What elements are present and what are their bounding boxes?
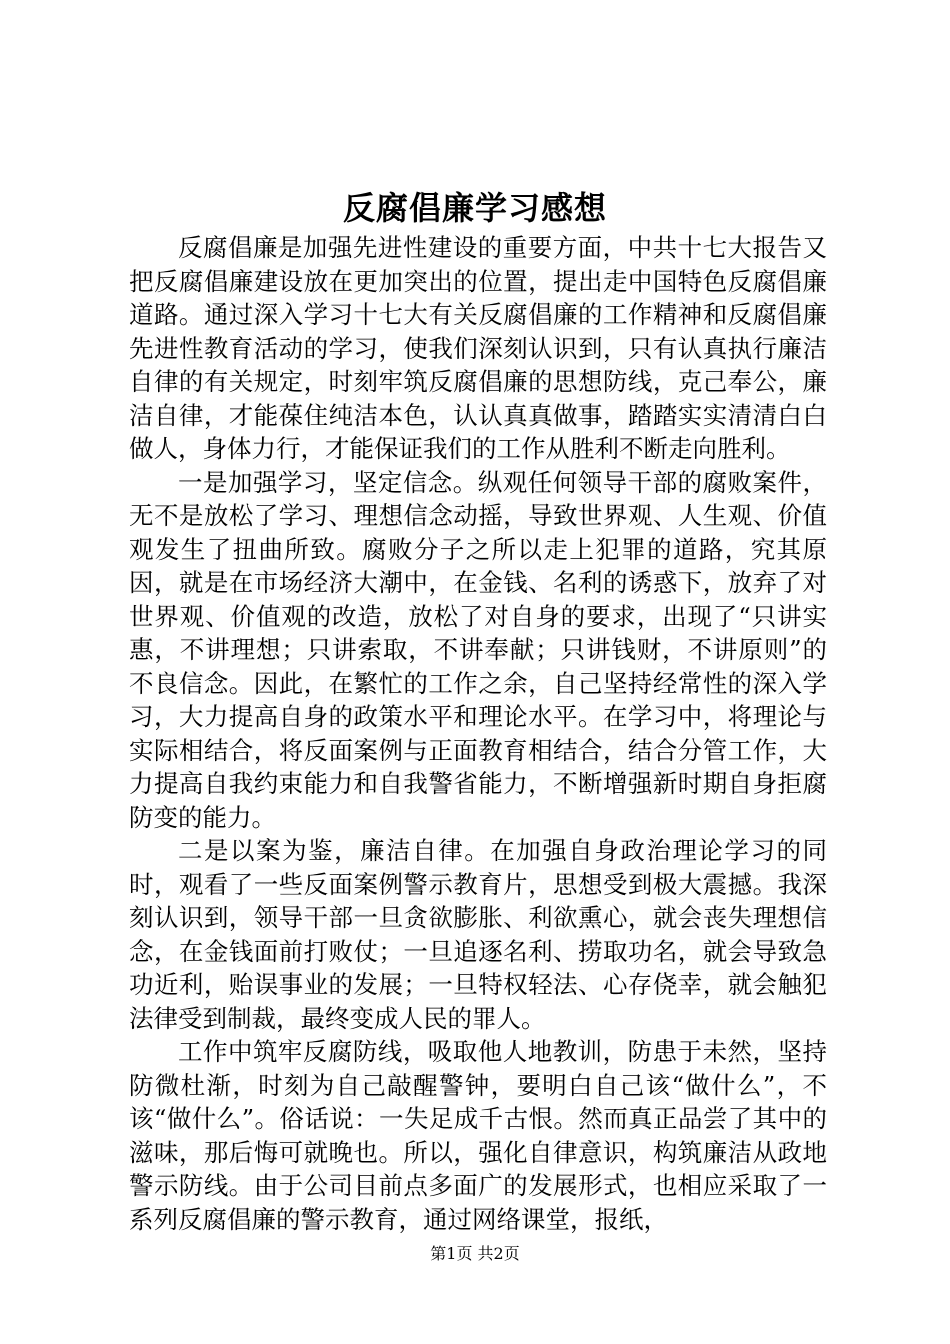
paragraph-2: 一是加强学习，坚定信念。纵观任何领导干部的腐败案件，无不是放松了学习、理想信念动摇，导致世界观、人生观、价值观发生了扭曲所致。腐败分子之所以走上犯罪的道路，究其原因，就是在市场经济大潮中，在金钱、名利的诱惑下，放弃了对世界观、价值观的改造，放松了对自身的要求，出现了“只讲实惠，不讲理想；只讲索取，不讲奉献；只讲钱财，不讲原则”的不良信念。因此，在繁忙的工作之余，自己坚持经常性的深入学习，大力提高自身的政策水平和理论水平。在学习中，将理论与实际相结合，将反面案例与正面教育相结合，结合分管工作，大力提高自我约束能力和自我警省能力，不断增强新时期自身拒腐防变的能力。	[129, 467, 827, 832]
paragraph-4: 工作中筑牢反腐防线，吸取他人地教训，防患于未然，坚持防微杜渐，时刻为自己敲醒警钟，要明白自己该“做什么”，不该“做什么”。俗话说：一失足成千古恨。然而真正品尝了其中的滋味，那后悔可就晚也。所以，强化自律意识，构筑廉洁从政地警示防线。由于公司目前点多面广的发展形式，也相应采取了一系列反腐倡廉的警示教育，通过网络课堂，报纸，	[129, 1037, 827, 1234]
paragraph-1: 反腐倡廉是加强先进性建设的重要方面，中共十七大报告又把反腐倡廉建设放在更加突出的位置，提出走中国特色反腐倡廉道路。通过深入学习十七大有关反腐倡廉的工作精神和反腐倡廉先进性教育活动的学习，使我们深刻认识到，只有认真执行廉洁自律的有关规定，时刻牢筑反腐倡廉的思想防线，克己奉公，廉洁自律，才能葆住纯洁本色，认认真真做事，踏踏实实清清白白做人，身体力行，才能保证我们的工作从胜利不断走向胜利。	[129, 233, 827, 463]
document-body	[129, 231, 827, 1236]
page-number-footer: 第1页 共2页	[430, 1244, 520, 1263]
document-title: 反腐倡廉学习感想	[342, 189, 607, 227]
paragraph-3: 二是以案为鉴，廉洁自律。在加强自身政治理论学习的同时，观看了一些反面案例警示教育片，思想受到极大震撼。我深刻认识到，领导干部一旦贪欲膨胀、利欲熏心，就会丧失理想信念，在金钱面前打败仗；一旦追逐名利、捞取功名，就会导致急功近利，贻误事业的发展；一旦特权轻法、心存侥幸，就会触犯法律受到制裁，最终变成人民的罪人。	[129, 836, 827, 1033]
